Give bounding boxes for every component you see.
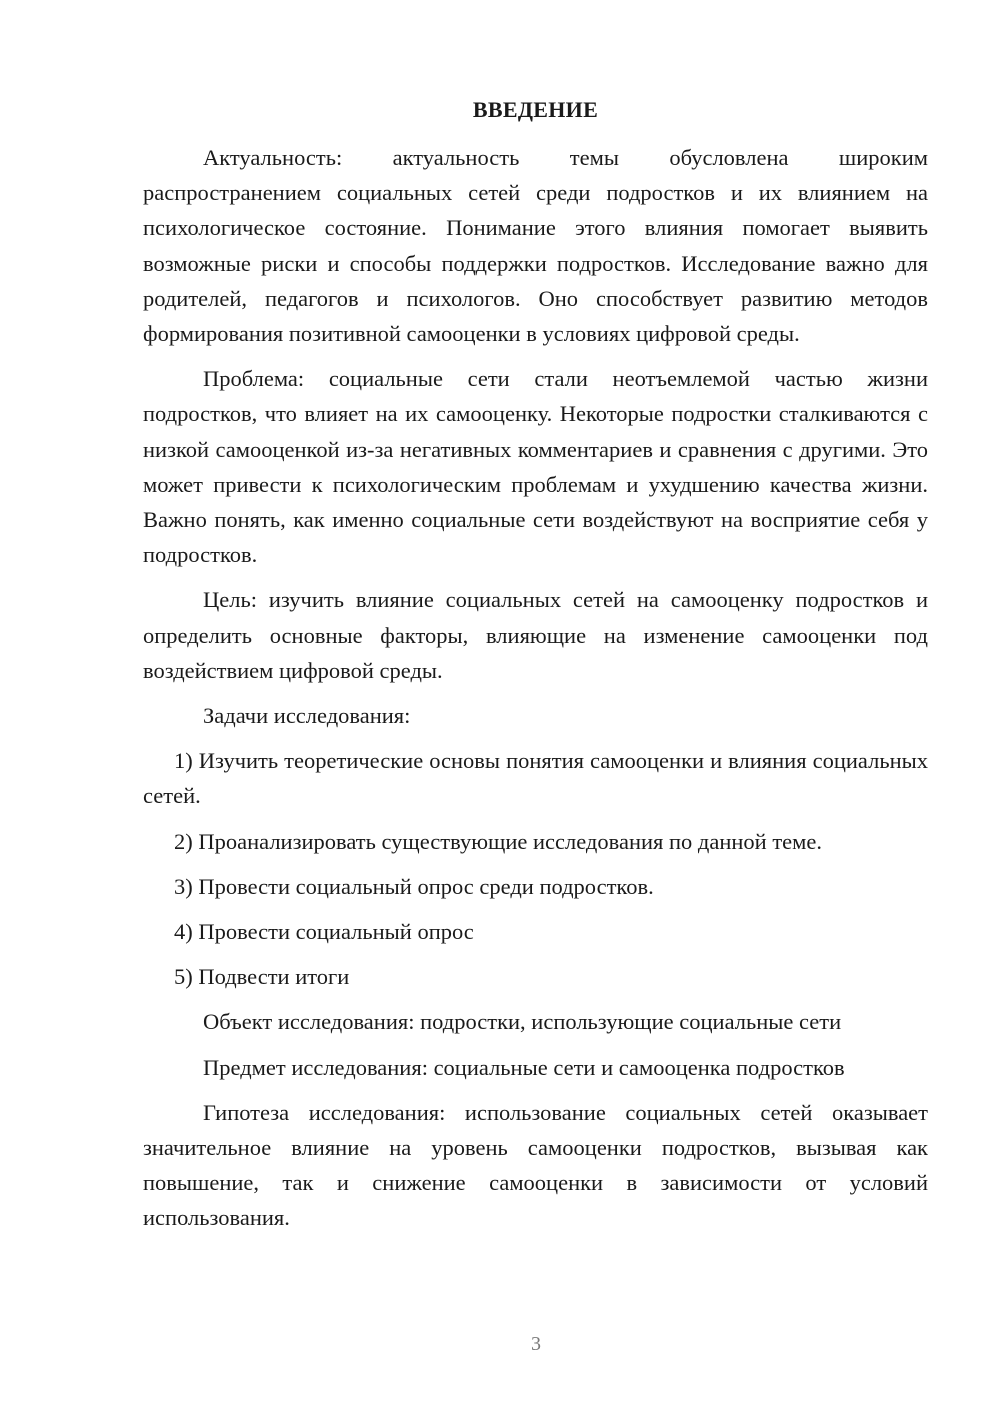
tasks-heading: Задачи исследования: (203, 703, 411, 729)
task-item: 1) Изучить теоретические основы понятия самооценки и влияния социальных сетей. (143, 748, 928, 809)
task-item: 3) Провести социальный опрос среди подростков. (174, 873, 654, 899)
page-number: 3 (531, 1333, 541, 1355)
task-item: 5) Подвести итоги (174, 964, 350, 990)
page-content (143, 94, 928, 1246)
goal-paragraph: Цель: изучить влияние социальных сетей на самооценку подростков и определить основные факторы, влияющие на изменение самооценки под воздействием цифровой среды. (143, 587, 928, 683)
problem-paragraph: Проблема: социальные сети стали неотъемлемой частью жизни подростков, что влияет на их самооценку. Некоторые подростки сталкиваются с низкой самооценкой из-за негативных комментариев и сравнения с другими. Это может привести к психологическим проблемам и ухудшению качества жизни. Важно понять, как именно социальные сети воздействуют на восприятие себя у подростков. (143, 366, 928, 568)
object-paragraph: Объект исследования: подростки, использующие социальные сети (203, 1009, 842, 1035)
task-item: 2) Проанализировать существующие исследования по данной теме. (174, 828, 823, 854)
task-item: 4) Провести социальный опрос (174, 919, 474, 945)
subject-paragraph: Предмет исследования: социальные сети и самооценка подростков (203, 1054, 845, 1080)
relevance-paragraph: Актуальность: актуальность темы обусловлена широким распространением социальных сетей среди подростков и их влиянием на психологическое состояние. Понимание этого влияния помогает выявить возможные риски и способы поддержки подростков. Исследование важно для родителей, педагогов и психологов. Оно способствует развитию методов формирования позитивной самооценки в условиях цифровой среды. (143, 145, 928, 347)
hypothesis-paragraph: Гипотеза исследования: использование социальных сетей оказывает значительное влияние на уровень самооценки подростков, вызывая как повышение, так и снижение самооценки в зависимости от условий использования. (143, 1099, 928, 1231)
page-title: ВВЕДЕНИЕ (472, 97, 599, 122)
